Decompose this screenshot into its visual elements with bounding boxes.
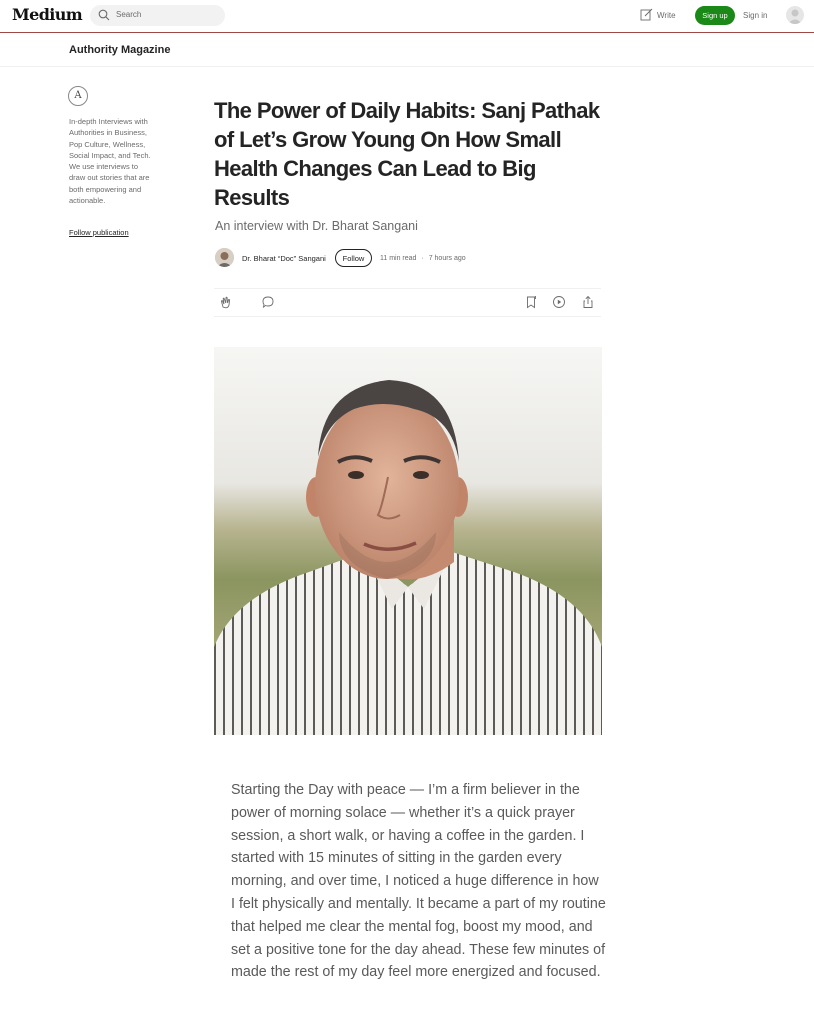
signup-button[interactable]: Sign up xyxy=(695,6,735,25)
publication-logo[interactable]: A xyxy=(68,86,88,106)
meta-separator: · xyxy=(421,255,424,262)
article-body-paragraph: Starting the Day with peace — I’m a firm believer in the power of morning solace — whether it’s a quick prayer session, a short walk, or having a coffee in the garden. I started with 15 minutes of sitting in the garden every morning, and over time, I noticed a huge difference in how I felt physically and mentally. It became a part of my routine that helped me clear the mental fog, boost my mood, and set a positive tone for the day ahead. These few minutes of made the rest of my day feel more energized and focused. xyxy=(231,782,606,981)
write-label: Write xyxy=(657,11,676,20)
article-meta xyxy=(380,255,466,262)
search-icon xyxy=(98,9,110,21)
article-title: The Power of Daily Habits: Sanj Pathak of Let’s Grow Young On How Small Health Changes Can Lead to Big Results xyxy=(214,98,600,210)
comment-icon[interactable] xyxy=(261,295,275,309)
follow-publication-link[interactable]: Follow publication xyxy=(69,228,129,237)
author-avatar[interactable] xyxy=(215,248,234,267)
user-avatar-icon[interactable] xyxy=(786,6,804,24)
publication-description: In-depth Interviews with Authorities in Business, Pop Culture, Wellness, Social Impact, and Tech. We use interviews to draw out stories that are both empowering and actionable. xyxy=(69,117,151,206)
author-name[interactable]: Dr. Bharat “Doc” Sangani xyxy=(242,254,326,263)
article-subtitle: An interview with Dr. Bharat Sangani xyxy=(215,219,418,233)
read-time: 11 min read xyxy=(380,255,417,262)
follow-author-button[interactable]: Follow xyxy=(335,249,372,267)
clap-icon[interactable] xyxy=(219,295,233,309)
search-box[interactable] xyxy=(90,5,225,26)
medium-logo[interactable]: Medium xyxy=(12,5,83,24)
publication-bar xyxy=(0,33,814,67)
listen-icon[interactable] xyxy=(552,295,566,309)
publish-time: 7 hours ago xyxy=(428,255,466,262)
signin-link[interactable]: Sign in xyxy=(743,11,768,20)
publication-name[interactable]: Authority Magazine xyxy=(69,44,171,56)
article-action-bar xyxy=(214,288,601,317)
article-hero-image xyxy=(214,347,602,735)
write-icon xyxy=(640,8,653,21)
share-icon[interactable] xyxy=(581,295,595,309)
top-navigation xyxy=(0,0,814,33)
bookmark-icon[interactable] xyxy=(524,295,538,309)
search-input[interactable]: Search xyxy=(116,10,142,19)
